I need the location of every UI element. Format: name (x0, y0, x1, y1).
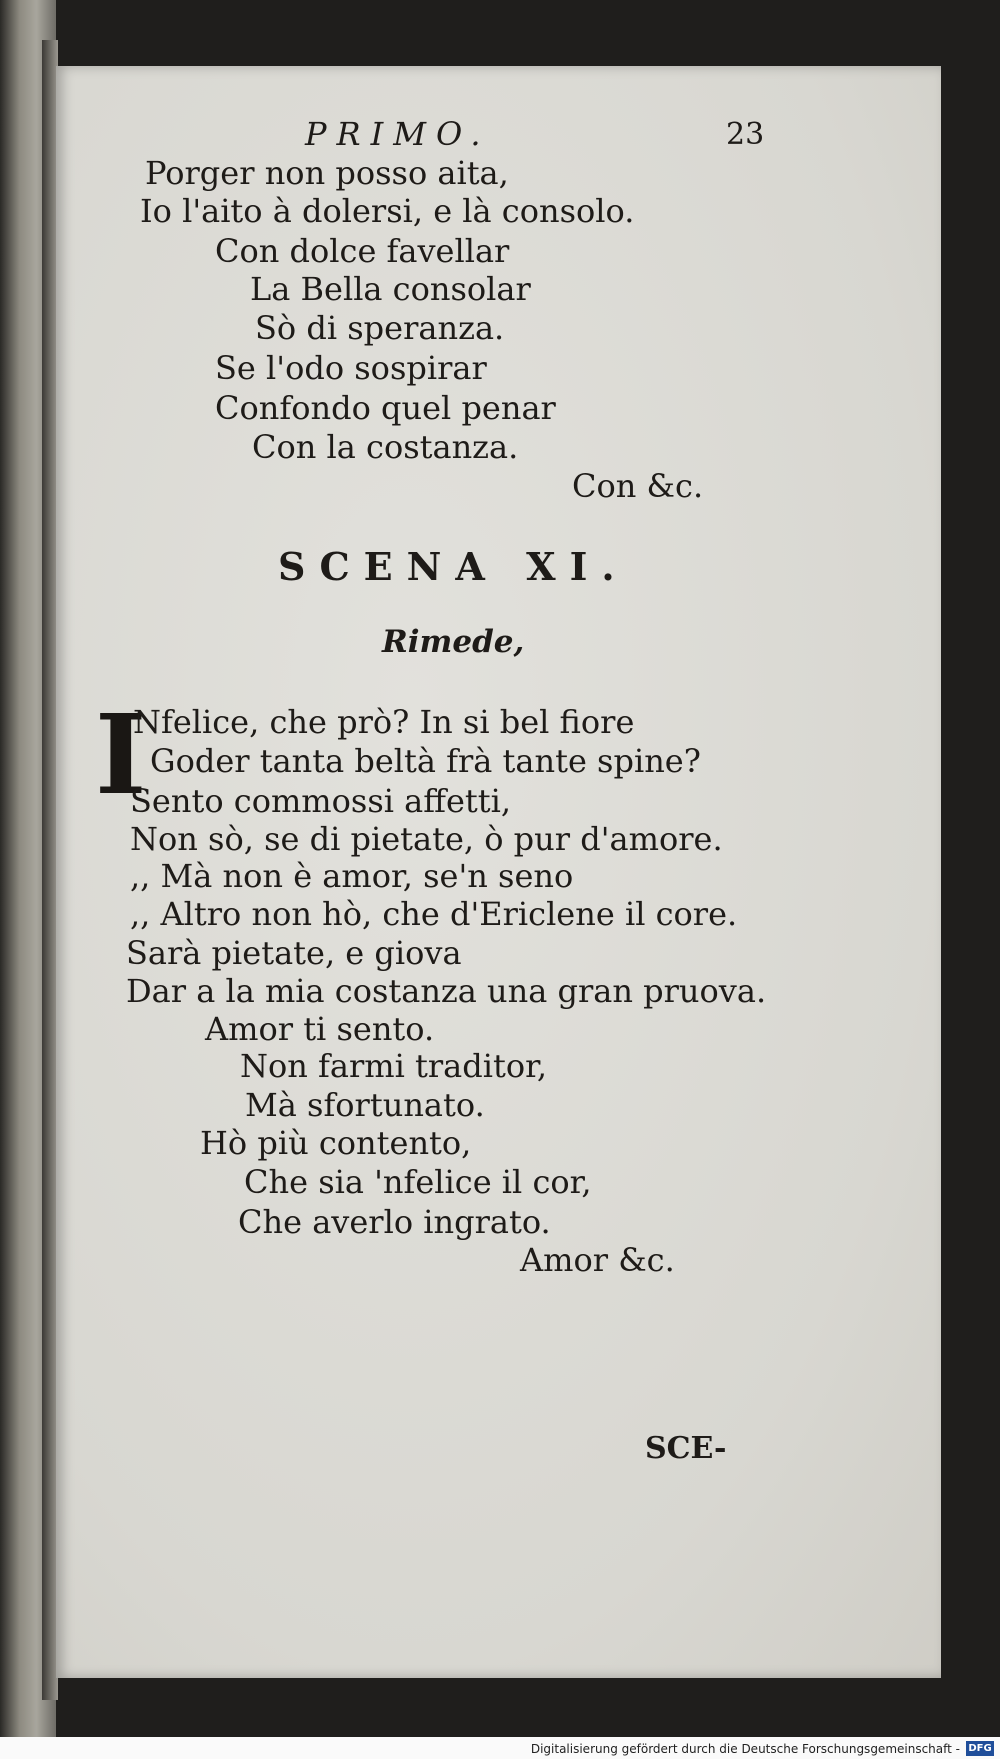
verse-line: La Bella consolar (250, 270, 531, 308)
verse-line: Con la costanza. (252, 428, 519, 466)
verse-line: Amor ti sento. (205, 1010, 435, 1048)
verse-line: Porger non posso aita, (145, 154, 509, 192)
dfg-logo: DFG (966, 1741, 994, 1756)
scene-title: SCENA XI. (278, 544, 629, 589)
verse-line: Sò di speranza. (255, 309, 505, 347)
verse-line: Nfelice, che prò? In si bel fiore (133, 703, 635, 741)
verse-line: Sento commossi affetti, (130, 782, 512, 820)
verse-line: Sarà pietate, e giova (126, 934, 462, 972)
speaker-name: Rimede, (382, 624, 525, 660)
verse-line: Goder tanta beltà frà tante spine? (150, 742, 701, 780)
verse-line: Dar a la mia costanza una gran pruova. (126, 972, 767, 1010)
verse-line: Non sò, se di pietate, ò pur d'amore. (130, 820, 723, 858)
verse-line: Hò più contento, (200, 1124, 472, 1162)
verse-line: Se l'odo sospirar (215, 349, 487, 387)
verse-line: Mà sfortunato. (245, 1086, 485, 1124)
verse-line: Io l'aito à dolersi, e là consolo. (140, 192, 635, 230)
verse-line: Che averlo ingrato. (238, 1203, 551, 1241)
verse-line: Confondo quel penar (215, 389, 556, 427)
page-number: 23 (726, 117, 765, 152)
verse-line: Con &c. (572, 467, 704, 505)
verse-line: Che sia 'nfelice il cor, (244, 1163, 592, 1201)
verse-line: Con dolce favellar (215, 232, 510, 270)
drop-cap: I (95, 690, 147, 819)
verse-line: Amor &c. (520, 1241, 675, 1279)
verse-line: ,, Altro non hò, che d'Ericlene il core. (130, 895, 738, 933)
footer-credit: Digitalisierung gefördert durch die Deutsche Forschungsgemeinschaft - (530, 1742, 960, 1756)
catchword: SCE- (645, 1431, 727, 1466)
verse-line: Non farmi traditor, (240, 1047, 548, 1085)
running-header: PRIMO. (305, 115, 491, 153)
verse-line: ,, Mà non è amor, se'n seno (130, 857, 574, 895)
digitization-footer (0, 1737, 1000, 1759)
